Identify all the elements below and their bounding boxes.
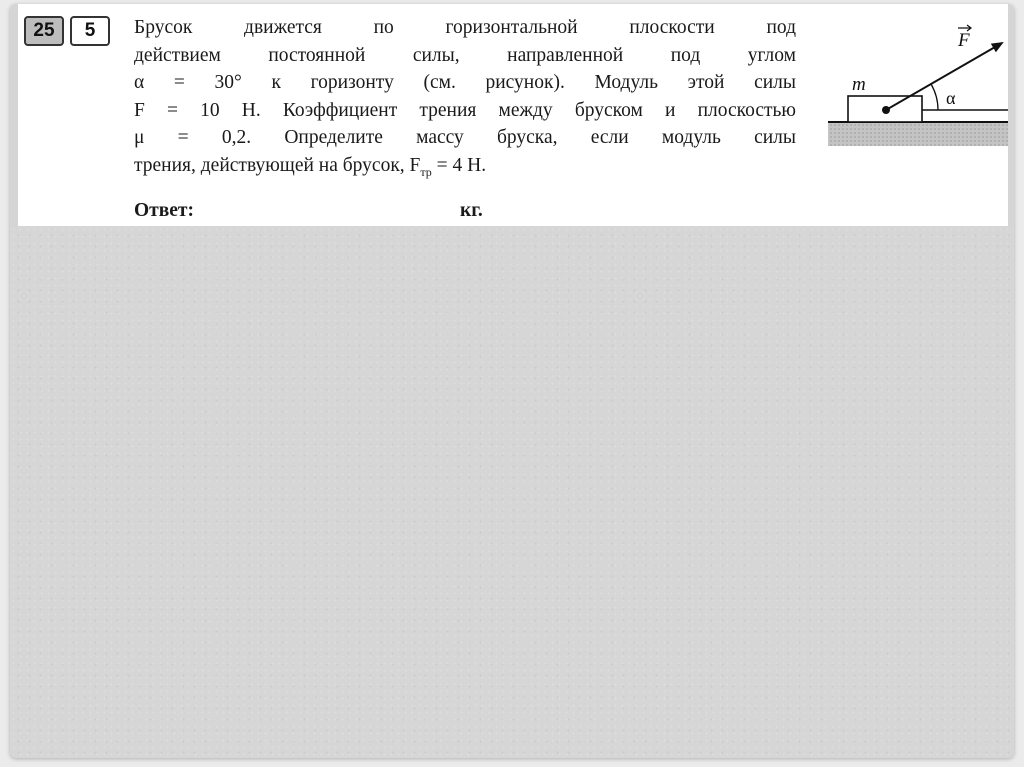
problem-line-5: μ = 0,2. Определите массу бруска, если модуль силы <box>134 127 796 148</box>
answer-unit: кг. <box>460 200 483 221</box>
problem-text <box>134 14 796 186</box>
force-label: F <box>958 30 970 51</box>
slide-blank-area <box>10 226 1014 758</box>
problem-line-4: F = 10 Н. Коэффициент трения между бруском и плоскостью <box>134 99 796 121</box>
problem-line-3: α = 30° к горизонту (см. рисунок). Модуль этой силы <box>134 72 796 93</box>
ground <box>828 122 1008 146</box>
task-card <box>18 4 1008 226</box>
force-arrow <box>886 43 1002 110</box>
friction-subscript: тр <box>420 164 432 179</box>
mass-label: m <box>852 74 866 95</box>
task-answer-badge: 5 <box>70 16 110 46</box>
angle-label: α <box>946 88 956 108</box>
problem-line-6-end: = 4 Н. <box>431 154 487 176</box>
problem-line-2: действием постоянной силы, направленной под углом <box>134 44 796 66</box>
angle-arc <box>931 84 938 110</box>
task-number-badge: 25 <box>24 16 64 46</box>
slide <box>10 4 1014 758</box>
problem-line-6 <box>134 152 796 186</box>
force-diagram <box>818 12 1008 152</box>
problem-line-1: Брусок движется по горизонтальной плоскости под <box>134 17 796 38</box>
problem-line-6-text: трения, действующей на брусок, F <box>134 154 421 176</box>
answer-label: Ответ: <box>134 200 195 221</box>
